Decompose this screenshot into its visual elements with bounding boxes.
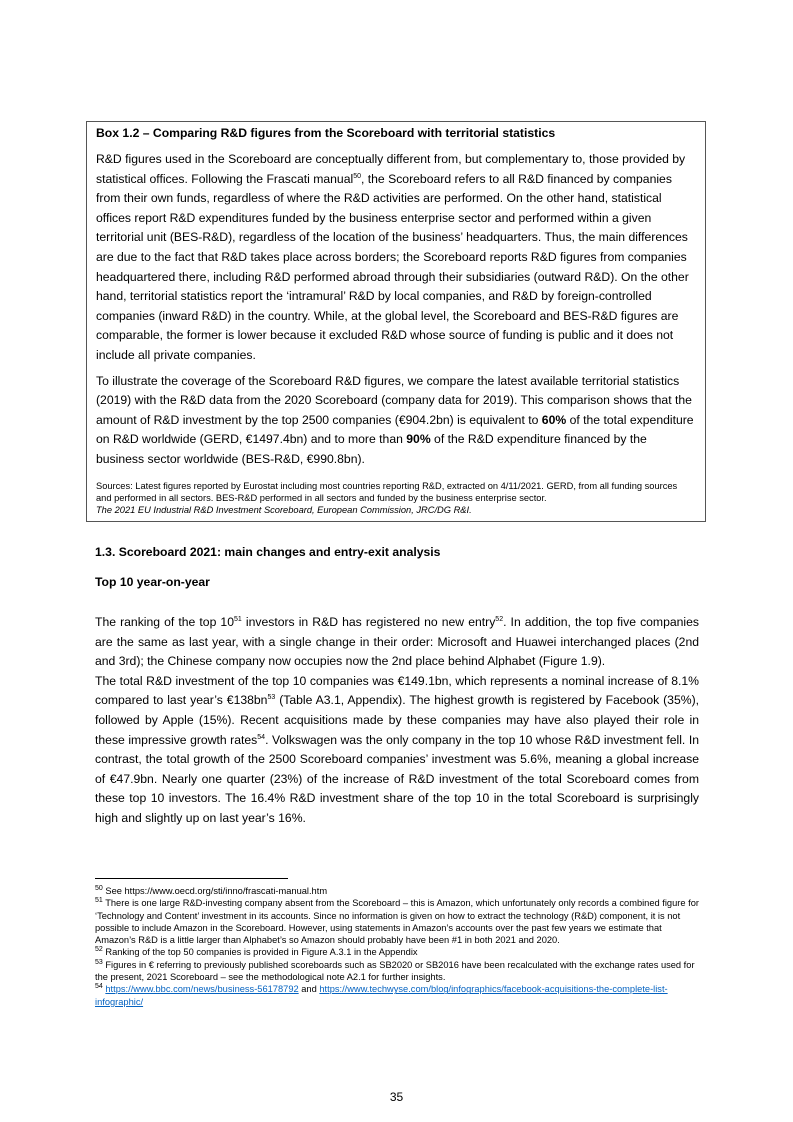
box-paragraph-2: To illustrate the coverage of the Scoreboard R&D figures, we compare the latest available territorial statistics (2019) with the R&D data from the 2020 Scoreboard (company data for 2019). This comparison shows that the amount of R&D investment by the top 2500 companies (€904.2bn) is equivalent to 60% of the total expenditure on R&D worldwide (GERD, €1497.4bn) and to more than 90% of the R&D expenditure financed by the business sector worldwide (BES-R&D, €990.8bn). xyxy=(96,373,694,466)
body-paragraph-1: The ranking of the top $10^{51}$ investors in R&D has registered no new entry$^{52}$. In addition, the top five companies are the same as last year, with a single change in their order: Microsoft and Huawei interchanged places (2nd and 3rd); the Chinese company now occupies now the 2nd place behind Alphabet (Figure 1.9). xyxy=(95,615,700,669)
body-paragraph-2: The total R&D investment of the top 10 companies was €149.1bn, which represents a nominal increase of 8.1% compared to last year’s $€138bn^{53}$ (Table A3.1, Appendix). The highest growth is registered by Facebook (35%), followed by Apple (15%). Recent acquisitions made by these companies may have also played their role in these impressive growth rates$^{54}$. Volkswagen was the only company in the top 10 whose R&D investment fell. In contrast, the total growth of the 2500 Scoreboard companies’ investment was 5.6%, meaning a global increase of €47.9bn. Nearly one quarter (23%) of the increase of R&D investment of the total Scoreboard comes from these top 10 investors. The 16.4% R&D investment share of the top 10 in the total Scoreboard is surprisingly high and slightly up on last year’s 16%. xyxy=(95,673,700,825)
footnotes xyxy=(95,885,699,1008)
footnote-ref-54[interactable]: 54 xyxy=(257,733,266,741)
footnote-separator xyxy=(95,878,288,879)
section-heading: 1.3. Scoreboard 2021: main changes and entry-exit analysis xyxy=(95,545,441,559)
footnote-53: $^{53}$ Figures in € referring to previously published scoreboards such as SB2020 or SB2016 have been recalculated with the exchange rates used for the present, 2021 Scoreboard – see the methodological note A2.1 for further insights. xyxy=(95,958,695,983)
footnote-52: $^{52}$ Ranking of the top 50 companies is provided in Figure A.3.1 in the Appendix xyxy=(95,946,418,958)
box-title: Box 1.2 – Comparing R&D figures from the Scoreboard with territorial statistics xyxy=(96,126,556,140)
footnote-51: $^{51}$ There is one large R&D-investing company absent from the Scoreboard – this is Amazon, which unfortunately only records a combined figure for ‘Technology and Content’ investment in its accounts. Since no information is given on how to extract the technology (R&D) component, it is not possible to include Amazon in the Scoreboard. However, using statements in Amazon’s accounts over the past few years we estimate that Amazon’s R&D is a little larger than Alphabet’s so Amazon should probably have been #1 in both 2021 and 2020. xyxy=(95,897,699,946)
section-body xyxy=(95,613,699,829)
box-source-italic: The 2021 EU Industrial R&D Investment Scoreboard, European Commission, JRC/DG R&I. xyxy=(96,505,472,516)
bold-60-percent: 60% xyxy=(541,412,567,427)
footnote-50: $^{50}$ See https://www.oecd.org/sti/inno/frascati-manual.htm xyxy=(95,884,328,896)
bold-90-percent: 90% xyxy=(406,432,431,447)
page-number: 35 xyxy=(389,1090,404,1104)
footnote-ref-50[interactable]: 50 xyxy=(353,172,361,180)
box-sources: Sources: Latest figures reported by Eurostat including most countries reporting R&D, extracted on 4/11/2021. GERD, from all funding sources and performed in all sectors. BES-R&D performed in all sectors and funded by the business enterprise sector. The 2021 EU Industrial R&D Investment Scoreboard, European Commission, JRC/DG R&I. xyxy=(96,480,678,516)
section-subheading: Top 10 year-on-year xyxy=(95,575,210,589)
footnote-ref-52[interactable]: 52 xyxy=(495,615,504,623)
footnote-ref-51[interactable]: 51 xyxy=(234,615,242,623)
footnote-ref-53[interactable]: 53 xyxy=(267,694,276,702)
techwyse-link[interactable]: https://www.techwyse.com/blog/infographics/facebook-acquisitions-the-complete-list-infographic/ xyxy=(95,984,668,1007)
footnote-54: $^{54}$ https://www.bbc.com/news/business-56178792 and https://www.techwyse.com/blog/infographics/facebook-acquisitions-the-complete-list-infographic/ xyxy=(95,983,668,1007)
info-box xyxy=(86,121,706,522)
box-paragraph-1: R&D figures used in the Scoreboard are conceptually different from, but complementary to, those provided by statistical offices. Following the Frascati manual$^{50}$, the Scoreboard refers to all R&D financed by companies from their own funds, regardless of where the R&D activities are performed. On the other hand, statistical offices report R&D expenditures funded by the business enterprise sector and performed within a given territorial unit (BES-R&D), regardless of the location of the business’ headquarters. Thus, the main differences are due to the fact that R&D takes place across borders; the Scoreboard reports R&D figures from companies headquartered there, including R&D performed abroad through their subsidiaries (outward R&D). On the other hand, territorial statistics report the ‘intramural’ R&D by local companies, and R&D by foreign-controlled companies (inward R&D) in the country. While, at the global level, the Scoreboard and BES-R&D figures are comparable, the former is lower because it excluded R&D whose source of funding is public and it does not include all private companies. xyxy=(96,152,689,362)
bbc-link[interactable]: https://www.bbc.com/news/business-56178792 xyxy=(105,984,299,995)
